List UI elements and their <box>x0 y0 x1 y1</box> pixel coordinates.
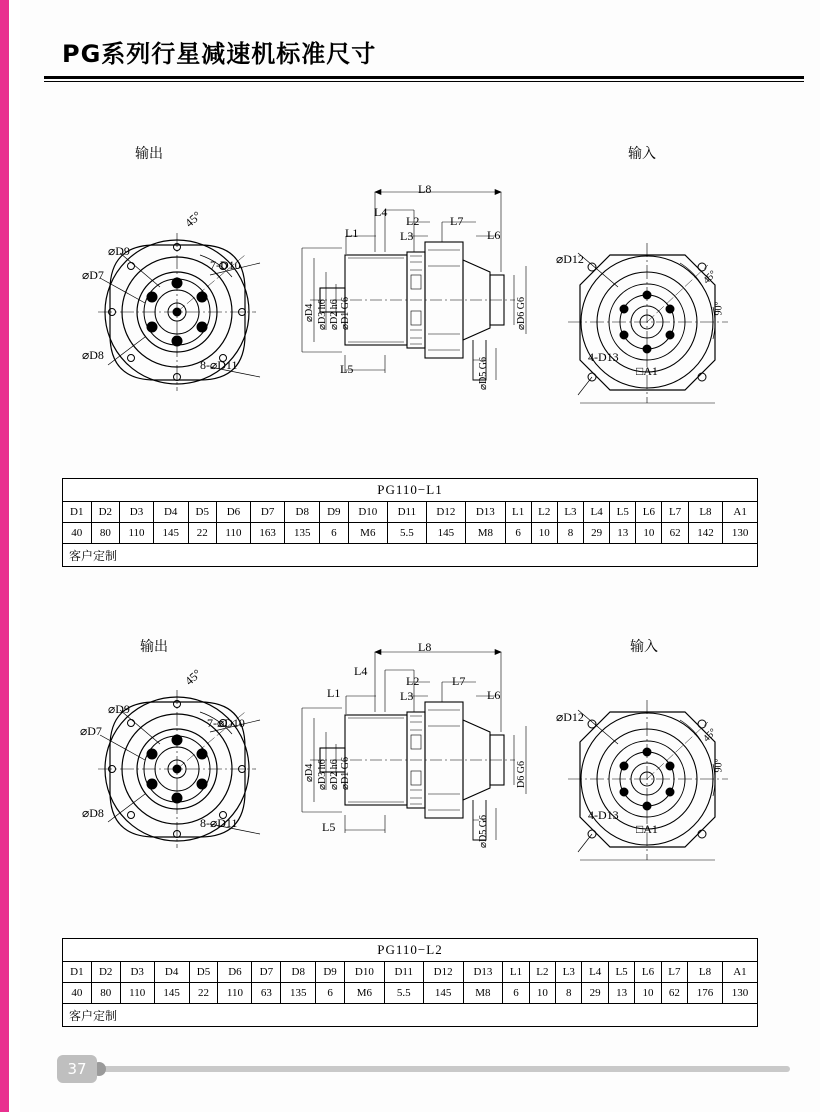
label-d12-1: ⌀D12 <box>556 252 584 266</box>
td-d8-1: 135 <box>285 523 320 544</box>
th-d8-2: D8 <box>281 962 316 983</box>
td-l4-2: 29 <box>582 983 608 1004</box>
th-l8-2: L8 <box>688 962 723 983</box>
table-title-2: PG110−L2 <box>63 939 758 962</box>
label-l6-1: L6 <box>487 228 501 242</box>
th-d6-1: D6 <box>217 502 251 523</box>
label-l1-1: L1 <box>345 226 359 240</box>
table-note-2: 客户定制 <box>63 1004 758 1027</box>
th-l1-2: L1 <box>503 962 529 983</box>
label-45deg-rear-2: 45° <box>701 726 719 745</box>
td-l2-2: 10 <box>529 983 555 1004</box>
td-l5-1: 13 <box>610 523 636 544</box>
input-label-2: 输入 <box>630 639 658 655</box>
th-d8-1: D8 <box>285 502 320 523</box>
th-d5-1: D5 <box>188 502 217 523</box>
label-7-d10-2: 7-⌀D10 <box>207 716 245 730</box>
label-l2-2: L2 <box>406 674 420 688</box>
td-l7-1: 62 <box>662 523 688 544</box>
label-l1-2: L1 <box>327 686 341 700</box>
th-l1-1: L1 <box>505 502 531 523</box>
table-header-row-1 <box>63 502 758 523</box>
page-title: PG系列行星减速机标准尺寸 <box>62 40 377 68</box>
td-d6-2: 110 <box>218 983 252 1004</box>
label-d12-2: ⌀D12 <box>556 710 584 724</box>
rear-view-1 <box>560 235 780 435</box>
td-l6-1: 10 <box>636 523 662 544</box>
td-d7-1: 163 <box>250 523 285 544</box>
table-title-row-1 <box>63 479 758 502</box>
td-d10-2: M6 <box>345 983 385 1004</box>
th-d5-2: D5 <box>189 962 218 983</box>
label-l8-1: L8 <box>418 182 432 196</box>
td-d13-1: M8 <box>466 523 505 544</box>
th-l7-1: L7 <box>662 502 688 523</box>
table-value-row-2 <box>63 983 758 1004</box>
label-d2-1: ⌀D2 h6 <box>329 299 340 330</box>
left-white-stripe <box>9 0 20 1112</box>
label-d5-1: ⌀D5 G6 <box>478 357 489 390</box>
label-d1-1: ⌀D1 G6 <box>340 297 351 330</box>
label-d4-2: ⌀D4 <box>304 763 315 782</box>
td-d9-1: 6 <box>320 523 349 544</box>
td-l8-2: 176 <box>688 983 723 1004</box>
spec-table-body-1 <box>63 479 758 567</box>
th-l6-2: L6 <box>635 962 661 983</box>
label-l3-1: L3 <box>400 229 414 243</box>
label-l4-2: L4 <box>354 664 368 678</box>
th-d7-2: D7 <box>252 962 281 983</box>
th-d11-2: D11 <box>384 962 423 983</box>
th-l5-1: L5 <box>610 502 636 523</box>
td-l8-1: 142 <box>688 523 723 544</box>
td-d8-2: 135 <box>281 983 316 1004</box>
front-view-2 <box>60 672 310 902</box>
label-d7-1: ⌀D7 <box>82 268 104 282</box>
td-d3-2: 110 <box>120 983 154 1004</box>
label-d8-1: ⌀D8 <box>82 348 104 362</box>
th-a1-2: A1 <box>722 962 757 983</box>
label-d9-1: ⌀D9 <box>108 244 130 258</box>
td-d11-1: 5.5 <box>388 523 427 544</box>
label-l5-1: L5 <box>340 362 354 376</box>
td-d9-2: 6 <box>316 983 345 1004</box>
td-l3-2: 8 <box>556 983 582 1004</box>
td-l1-2: 6 <box>503 983 529 1004</box>
label-l7-1: L7 <box>450 214 464 228</box>
rear-view-2 <box>560 692 780 892</box>
table-note-1: 客户定制 <box>63 544 758 567</box>
table-value-row-1 <box>63 523 758 544</box>
td-d12-1: 145 <box>426 523 465 544</box>
td-l3-1: 8 <box>557 523 583 544</box>
label-d2-2: ⌀D2 h6 <box>329 759 340 790</box>
th-d12-1: D12 <box>426 502 465 523</box>
table-note-row-2 <box>63 1004 758 1027</box>
table-header-row-2 <box>63 962 758 983</box>
label-8-d11-2: 8-⌀D11 <box>200 816 238 830</box>
output-label-1: 输出 <box>135 146 163 162</box>
section-view-2 <box>290 640 570 870</box>
td-a1-2: 130 <box>722 983 757 1004</box>
th-l3-2: L3 <box>556 962 582 983</box>
th-l4-1: L4 <box>584 502 610 523</box>
label-l6-2: L6 <box>487 688 501 702</box>
title-rule <box>44 76 804 79</box>
label-l8-2: L8 <box>418 640 432 654</box>
th-a1-1: A1 <box>723 502 758 523</box>
label-4-d13-1: 4-D13 <box>588 350 619 364</box>
spec-table-1 <box>62 478 758 567</box>
label-a1-2: □A1 <box>636 822 658 836</box>
label-l7-2: L7 <box>452 674 466 688</box>
spec-table-body-2 <box>63 939 758 1027</box>
label-d9-2: ⌀D9 <box>108 702 130 716</box>
td-d11-2: 5.5 <box>384 983 423 1004</box>
label-l3-2: L3 <box>400 689 414 703</box>
th-d11-1: D11 <box>388 502 427 523</box>
th-d3-2: D3 <box>120 962 154 983</box>
td-l4-1: 29 <box>584 523 610 544</box>
label-d8-2: ⌀D8 <box>82 806 104 820</box>
td-d4-2: 145 <box>154 983 189 1004</box>
spec-table-2 <box>62 938 758 1027</box>
label-90deg-2: 90° <box>713 758 725 773</box>
th-d4-1: D4 <box>153 502 188 523</box>
th-d1-1: D1 <box>63 502 92 523</box>
td-a1-1: 130 <box>723 523 758 544</box>
label-4-d13-2: 4-D13 <box>588 808 619 822</box>
label-d5-2: ⌀D5 G6 <box>478 815 489 848</box>
label-45deg-1: 45° <box>182 208 205 230</box>
th-d10-1: D10 <box>348 502 387 523</box>
td-d3-1: 110 <box>120 523 154 544</box>
th-l8-1: L8 <box>688 502 723 523</box>
td-l5-2: 13 <box>608 983 634 1004</box>
input-label-1: 输入 <box>628 146 656 162</box>
label-d3-2: ⌀D3 h6 <box>317 759 328 790</box>
label-d6-2: D6 G6 <box>516 761 527 788</box>
td-d6-1: 110 <box>217 523 251 544</box>
td-d1-1: 40 <box>63 523 92 544</box>
td-d1-2: 40 <box>63 983 92 1004</box>
table-title-1: PG110−L1 <box>63 479 758 502</box>
output-label-2: 输出 <box>140 639 168 655</box>
label-45deg-2: 45° <box>182 666 205 688</box>
td-d2-2: 80 <box>91 983 120 1004</box>
label-d4-1: ⌀D4 <box>304 303 315 322</box>
td-d4-1: 145 <box>153 523 188 544</box>
td-d2-1: 80 <box>91 523 120 544</box>
label-d3-1: ⌀D3 h6 <box>317 299 328 330</box>
label-d7-2: ⌀D7 <box>80 724 102 738</box>
label-90deg-1: 90° <box>713 301 725 316</box>
th-l6-1: L6 <box>636 502 662 523</box>
td-d12-2: 145 <box>423 983 463 1004</box>
label-l5-2: L5 <box>322 820 336 834</box>
table-note-row-1 <box>63 544 758 567</box>
label-l2-1: L2 <box>406 214 420 228</box>
th-d2-1: D2 <box>91 502 120 523</box>
th-d10-2: D10 <box>345 962 385 983</box>
th-d3-1: D3 <box>120 502 154 523</box>
th-d6-2: D6 <box>218 962 252 983</box>
td-d10-1: M6 <box>348 523 387 544</box>
table-title-row-2 <box>63 939 758 962</box>
section-view-1 <box>290 180 570 410</box>
front-view-1 <box>60 215 310 445</box>
th-d4-2: D4 <box>154 962 189 983</box>
th-l3-1: L3 <box>557 502 583 523</box>
td-d7-2: 63 <box>252 983 281 1004</box>
td-d13-2: M8 <box>463 983 503 1004</box>
th-d7-1: D7 <box>250 502 285 523</box>
footer-rule <box>100 1066 790 1072</box>
td-l6-2: 10 <box>635 983 661 1004</box>
th-l4-2: L4 <box>582 962 608 983</box>
th-d2-2: D2 <box>91 962 120 983</box>
title-rule-thin <box>44 81 804 82</box>
th-l2-1: L2 <box>531 502 557 523</box>
th-d13-1: D13 <box>466 502 505 523</box>
td-l7-2: 62 <box>661 983 687 1004</box>
th-d13-2: D13 <box>463 962 503 983</box>
th-d12-2: D12 <box>423 962 463 983</box>
label-8-d11-1: 8-⌀D11 <box>200 358 238 372</box>
td-l2-1: 10 <box>531 523 557 544</box>
th-l5-2: L5 <box>608 962 634 983</box>
label-l4-1: L4 <box>374 205 388 219</box>
th-l2-2: L2 <box>529 962 555 983</box>
page-number: 37 <box>57 1055 97 1083</box>
label-7-d10-1: 7-D10 <box>210 258 241 272</box>
label-d6-1: ⌀D6 G6 <box>516 297 527 330</box>
label-45deg-rear-1: 45° <box>701 268 719 287</box>
td-d5-1: 22 <box>188 523 217 544</box>
th-d9-2: D9 <box>316 962 345 983</box>
td-l1-1: 6 <box>505 523 531 544</box>
th-d1-2: D1 <box>63 962 92 983</box>
th-d9-1: D9 <box>320 502 349 523</box>
td-d5-2: 22 <box>189 983 218 1004</box>
left-accent-stripe <box>0 0 9 1112</box>
label-d1-2: ⌀D1 G6 <box>340 757 351 790</box>
label-a1-1: □A1 <box>636 364 658 378</box>
th-l7-2: L7 <box>661 962 687 983</box>
